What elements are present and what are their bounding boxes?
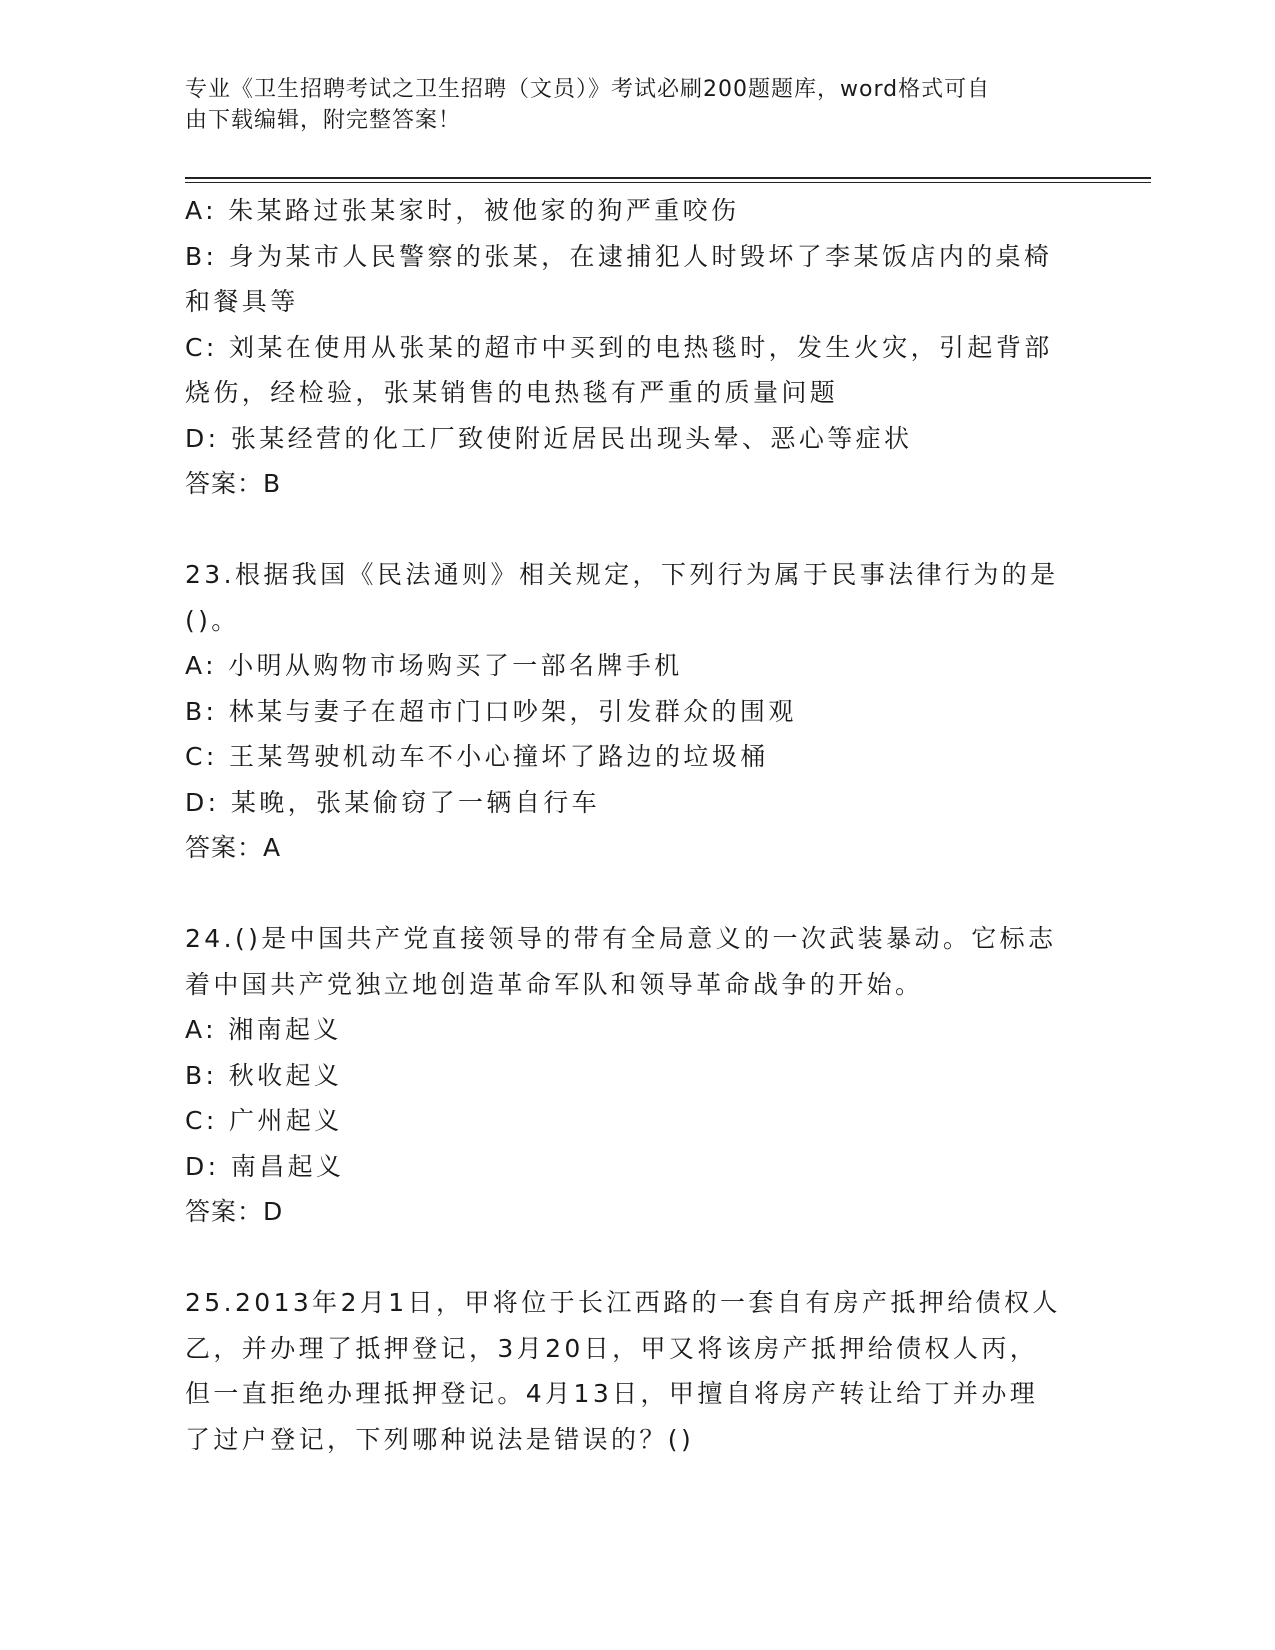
header-divider-thick: [185, 177, 1151, 179]
q23-answer: 答案：A: [185, 833, 282, 862]
q25-stem-line-1: 25.2013年2月1日，甲将位于长江西路的一套自有房产抵押给债权人: [185, 1288, 1061, 1317]
spacer: [185, 871, 1085, 917]
q24-answer: 答案：D: [185, 1197, 284, 1226]
q24-option-a: A: 湘南起义: [185, 1015, 342, 1044]
header-line-1: 专业《卫生招聘考试之卫生招聘（文员）》考试必刷200题题库，word格式可自: [185, 77, 991, 102]
header-line-2: 由下载编辑，附完整答案！: [185, 108, 462, 133]
q25-stem-line-3: 但一直拒绝办理抵押登记。4月13日，甲擅自将房产转让给丁并办理: [185, 1379, 1039, 1408]
q24-option-d: D: 南昌起义: [185, 1151, 345, 1181]
q23-option-b: B: 林某与妻子在超市门口吵架，引发群众的围观: [185, 696, 797, 726]
q23-option-d: D: 某晚，张某偷窃了一辆自行车: [185, 787, 601, 817]
question-23: [185, 552, 1085, 871]
document-body: [185, 188, 1085, 1462]
q22-option-b-line-1: B: 身为某市人民警察的张某，在逮捕犯人时毁坏了李某饭店内的桌椅: [185, 241, 1053, 271]
q23-stem-line-2: ()。: [185, 605, 240, 635]
question-22: [185, 188, 1085, 507]
q22-option-a: A: 朱某路过张某家时，被他家的狗严重咬伤: [185, 196, 740, 225]
q23-option-c: C: 王某驾驶机动车不小心撞坏了路边的垃圾桶: [185, 742, 769, 771]
q25-stem-line-2: 乙，并办理了抵押登记，3月20日，甲又将该房产抵押给债权人丙，: [185, 1333, 1039, 1363]
q25-stem-line-4: 了过户登记，下列哪种说法是错误的？(): [185, 1424, 695, 1454]
q24-stem-line-1: 24.()是中国共产党直接领导的带有全局意义的一次武装暴动。它标志: [185, 924, 1057, 953]
q22-option-c-line-1: C: 刘某在使用从张某的超市中买到的电热毯时，发生火灾，引起背部: [185, 332, 1053, 362]
question-25: [185, 1280, 1085, 1462]
question-24: [185, 916, 1085, 1235]
q24-option-c: C: 广州起义: [185, 1106, 343, 1135]
spacer: [185, 507, 1085, 553]
q23-option-a: A: 小明从购物市场购买了一部名牌手机: [185, 651, 683, 680]
document-header: [185, 74, 1085, 136]
q22-answer: 答案：B: [185, 469, 282, 498]
q23-stem-line-1: 23.根据我国《民法通则》相关规定，下列行为属于民事法律行为的是: [185, 560, 1059, 589]
spacer: [185, 1235, 1085, 1281]
q24-stem-line-2: 着中国共产党独立地创造革命军队和领导革命战争的开始。: [185, 969, 924, 999]
q24-option-b: B: 秋收起义: [185, 1060, 343, 1090]
q22-option-d: D: 张某经营的化工厂致使附近居民出现头晕、恶心等症状: [185, 423, 913, 453]
header-divider-thin: [185, 182, 1151, 183]
q22-option-b-line-2: 和餐具等: [185, 287, 299, 316]
q22-option-c-line-2: 烧伤，经检验，张某销售的电热毯有严重的质量问题: [185, 378, 839, 407]
